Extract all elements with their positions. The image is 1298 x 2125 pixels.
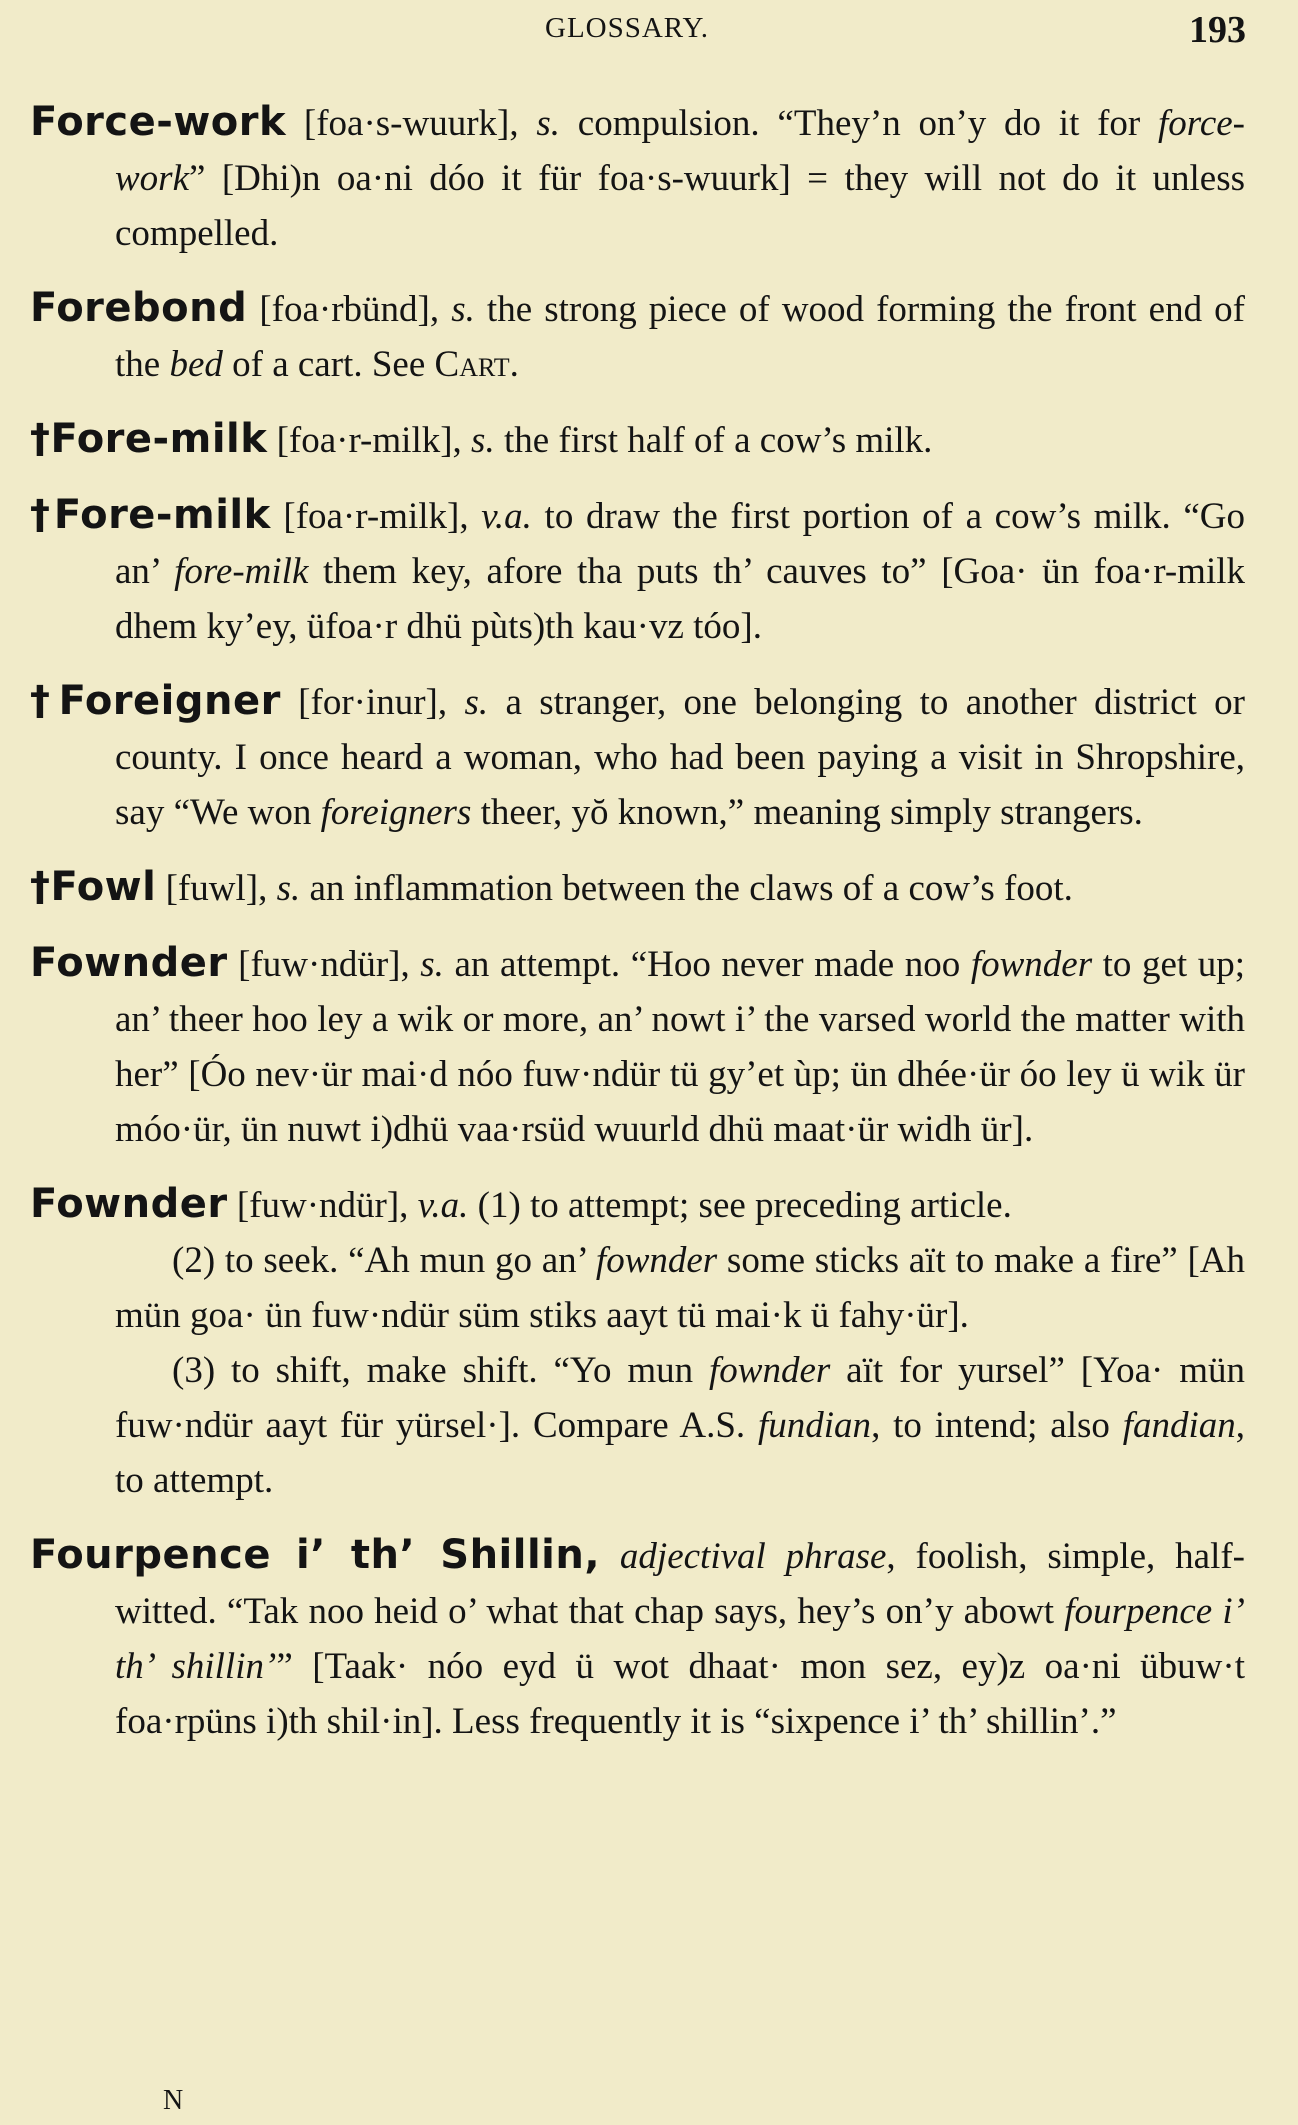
entry-foreigner <box>30 674 1245 840</box>
italic-term: fownder <box>970 944 1093 985</box>
sense-text: some sticks aït to make a fire” [Ah mün goa· ün fuw·ndür süm stiks aayt tü mai·k ü fahy·ür]. <box>115 1240 1246 1336</box>
entry-fownder-noun <box>30 936 1245 1157</box>
entry-fore-milk-noun <box>30 412 1245 468</box>
part-of-speech: s. <box>536 103 561 144</box>
part-of-speech: s. <box>420 944 444 985</box>
pronunciation: [fuwl], <box>156 868 277 909</box>
definition: compulsion. “They’n on’y do it for <box>560 103 1159 144</box>
definition: to draw the first portion of a cow’s milk. “Go an’ <box>115 496 1246 592</box>
part-of-speech: adjectival phrase <box>619 1536 887 1577</box>
pronunciation: [foa·r-milk], <box>270 496 482 537</box>
definition: , foolish, simple, half-witted. “Tak noo heid o’ what that chap says, hey’s on’y abowt <box>115 1536 1245 1632</box>
dagger-mark: † <box>30 678 59 724</box>
sense-text: aït for yursel” [Yoa· mün fuw·ndür aayt für yürsel·]. Compare A.S. <box>115 1350 1245 1446</box>
headword: Fore-milk <box>53 492 271 538</box>
part-of-speech: s. <box>471 420 495 461</box>
dagger-mark: † <box>30 416 51 462</box>
headword: Forebond <box>30 285 248 331</box>
sense-text: , to intend; also <box>871 1405 1123 1446</box>
pronunciation: [fuw·ndür], <box>227 1185 418 1226</box>
page-number: 193 <box>1189 9 1246 51</box>
entry-force-work <box>30 95 1245 261</box>
signature-mark: N <box>163 2085 184 2116</box>
headword: Fownder <box>30 940 228 986</box>
pronunciation: [for·inur], <box>280 682 465 723</box>
headword: Fowl <box>50 864 157 910</box>
definition: an inflammation between the claws of a cow’s foot. <box>300 868 1073 909</box>
headword: Foreigner <box>58 678 281 724</box>
definition: to get up; an’ theer hoo ley a wik or more, an’ nowt i’ the varsed world the matter with her” [Óo nev·ür mai·d nóo fuw·ndür tü gy’et ùp; ün dhée·ür óo ley ü wik ür móo·ür, ün nuwt i)dhü vaa·rsüd wuurld dhü maat·ür widh ür]. <box>115 944 1246 1150</box>
sense-text: , to attempt. <box>115 1405 1245 1501</box>
entry-fownder-verb <box>30 1177 1245 1508</box>
definition: ” [Taak· nóo eyd ü wot dhaat· mon sez, ey)z oa·ni übuw·t foa·rpüns i)th shil·in]. Less frequently it is “sixpence i’ th’ shillin’.” <box>115 1646 1245 1742</box>
pronunciation: [foa·r-milk], <box>267 420 472 461</box>
part-of-speech: s. <box>451 289 475 330</box>
italic-term: bed <box>169 344 223 385</box>
italic-term: fownder <box>595 1240 718 1281</box>
definition: theer, yŏ known,” meaning simply strangers. <box>471 792 1143 833</box>
headword: Force-work <box>30 99 287 145</box>
part-of-speech: v.a. <box>481 496 532 537</box>
definition: an attempt. “Hoo never made noo <box>443 944 971 985</box>
part-of-speech: v.a. <box>417 1185 469 1226</box>
glossary-entries <box>30 95 1245 1769</box>
dagger-mark: † <box>30 492 54 538</box>
italic-term: force-work <box>115 103 1245 199</box>
definition: ” [Dhi)n oa·ni dóo it für foa·s-wuurk] = they will not do it unless compelled. <box>115 158 1245 254</box>
headword: Fownder <box>30 1181 228 1227</box>
italic-term: fore-milk <box>174 551 309 592</box>
italic-term: foreigners <box>320 792 472 833</box>
definition: . <box>509 344 519 385</box>
sense-text: (3) to shift, make shift. “Yo mun <box>172 1350 709 1391</box>
entry-fore-milk-verb <box>30 488 1245 654</box>
dagger-mark: † <box>30 864 51 910</box>
cross-reference: Cart <box>434 344 510 385</box>
italic-term: fundian <box>758 1405 872 1446</box>
pronunciation: [foa·rbünd], <box>247 289 452 330</box>
entry-fourpence <box>30 1528 1245 1749</box>
sense-3 <box>115 1343 1245 1508</box>
italic-term: fownder <box>708 1350 831 1391</box>
running-head-title: GLOSSARY. <box>545 12 709 44</box>
headword: Fore-milk <box>50 416 268 462</box>
headword: Fourpence i’ th’ Shillin, <box>30 1532 601 1578</box>
part-of-speech: s. <box>276 868 301 909</box>
part-of-speech: s. <box>464 682 489 723</box>
sense-text: (2) to seek. “Ah mun go an’ <box>172 1240 596 1281</box>
running-head <box>0 8 1298 58</box>
entry-fowl <box>30 860 1245 916</box>
entry-forebond <box>30 281 1245 392</box>
sense-2 <box>115 1233 1245 1343</box>
definition: (1) to attempt; see preceding article. <box>468 1185 1012 1226</box>
definition: them key, afore tha puts th’ cauves to” [Goa· ün foa·r-milk dhem ky’ey, üfoa·r dhü pùts)th kau·vz tóo]. <box>115 551 1245 647</box>
definition: the first half of a cow’s milk. <box>494 420 933 461</box>
pronunciation: [foa·s-wuurk], <box>286 103 537 144</box>
definition: of a cart. See <box>222 344 435 385</box>
pronunciation: [fuw·ndür], <box>227 944 421 985</box>
italic-term: fandian <box>1122 1405 1236 1446</box>
definition: a stranger, one belonging to another district or county. I once heard a woman, who had been paying a visit in Shropshire, say “We won <box>115 682 1245 833</box>
italic-term: fourpence i’ th’ shillin’ <box>115 1591 1246 1687</box>
definition: the strong piece of wood forming the front end of the <box>115 289 1245 385</box>
